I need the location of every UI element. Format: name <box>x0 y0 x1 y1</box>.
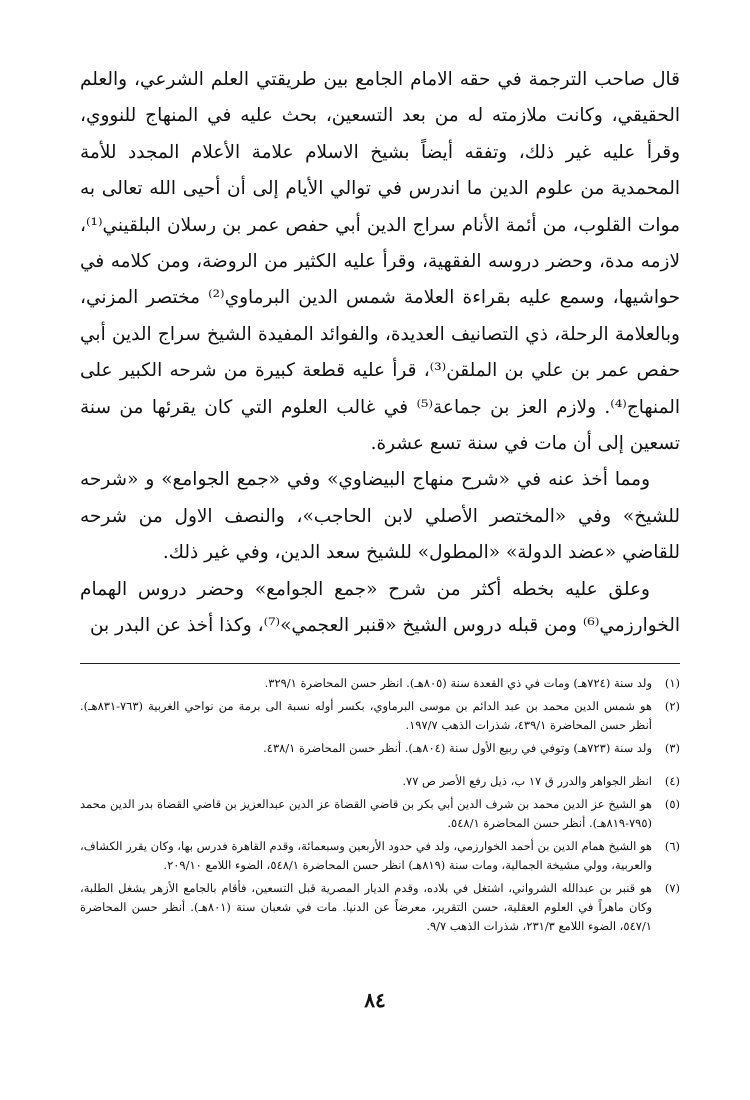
footnote-3 <box>80 739 680 758</box>
footnote-4 <box>80 772 680 791</box>
footnote-number: (٥) <box>664 797 680 811</box>
footnote-text: انظر الجواهر والدرر ق ١٧ ب، ذيل رفع الأصر ص ٧٧. <box>402 774 652 788</box>
footnote-text: ولد سنة (٧٢٤هـ) ومات في ذي القعدة سنة (٨٠٥هـ). انظر حسن المحاضرة ٣٢٩/١. <box>264 676 652 690</box>
page-number: ٨٤ <box>364 988 386 1012</box>
footnote-number: (٧) <box>664 881 680 895</box>
main-text <box>80 62 680 645</box>
footnote-6 <box>80 837 680 875</box>
footnote-text: هو قنبر بن عبدالله الشرواني، اشتغل في بلاده، وقدم الديار المصرية قبل التسعين، فأقام بالجامع الأزهر يشغل الطلبة، وكان ماهراً في العلوم العقلية، حسن التقرير، معرضاً عن الدنيا. مات في شعبان سنة (٨٠١هـ). أنظر حسن المحاضرة ٥٤٧/١، الضوء اللامع ٢٣١/٣، شذرات الذهب ٩/٧. <box>80 881 653 933</box>
footnote-text: هو شمس الدين محمد بن عبد الدائم بن موسى البرماوي، بكسر أوله نسبة الى برمة من نواحي الغربية (٧٦٣-٨٣١هـ). أنظر حسن المحاضرة ٤٣٩/١، شذرات الذهب ١٩٧/٧. <box>80 699 652 732</box>
paragraph-3: وعلق عليه بخطه أكثر من شرح «جمع الجوامع» وحضر دروس الهمام الخوارزمي⁽⁶⁾ ومن قبله دروس الشيخ «قنبر العجمي»⁽⁷⁾، وكذا أخذ عن البدر بن <box>80 578 680 637</box>
footnote-5 <box>80 795 680 833</box>
footnotes <box>80 674 680 940</box>
footnote-number: (٦) <box>664 839 680 853</box>
footnote-text: هو الشيخ عز الدين محمد بن شرف الدين أبي بكر بن قاضي القضاة عز الدين عبدالعزيز بن قاضي القضاة بدر الدين محمد (٧٩٥-٨١٩هـ). أنظر حسن المحاضرة ٥٤٨/١. <box>80 797 652 830</box>
footnote-1 <box>80 674 680 693</box>
footnote-group-gap <box>80 762 680 772</box>
footnote-7 <box>80 879 680 936</box>
footnote-number: (٣) <box>664 741 680 755</box>
footnote-number: (٤) <box>664 774 680 788</box>
footnote-text: ولد سنة (٧٢٣هـ) وتوفي في ربيع الأول سنة (٨٠٤هـ). أنظر حسن المحاضرة ٤٣٨/١. <box>263 741 652 755</box>
footnote-divider <box>80 663 680 664</box>
footnote-text: هو الشيخ همام الدين بن أحمد الخوارزمي، ولد في حدود الأربعين وسبعمائة، وقدم القاهرة فدرس بها، وكان يقرر الكشاف، والعربية، وولي مشيخة الجمالية، ومات سنة (٨١٩هـ) انظر حسن المحاضرة ٥٤٨/١، الضوء اللامع ٢٠٩/١٠. <box>79 839 652 872</box>
footnote-number: (٢) <box>664 699 680 713</box>
footnote-2 <box>80 697 680 735</box>
paragraph-1: قال صاحب الترجمة في حقه الامام الجامع بين طريقتي العلم الشرعي، والعلم الحقيقي، وكانت ملازمته له من بعد التسعين، بحث عليه في المنهاج للنووي، وقرأ عليه غير ذلك، وتفقه أيضاً بشيخ الاسلام علامة الأعلام المجدد للأمة المحمدية من علوم الدين ما اندرس في توالي الأيام إلى أن أحيى الله تعالى به موات القلوب، من أئمة الأنام سراج الدين أبي حفص عمر بن رسلان البلقيني⁽¹⁾، لازمه مدة، وحضر دروسه الفقهية، وقرأ عليه الكثير من الروضة، ومن كلامه في حواشيها، وسمع عليه بقراءة العلامة شمس الدين البرماوي⁽²⁾ مختصر المزني، وبالعلامة الرحلة، ذي التصانيف العديدة، والفوائد المفيدة الشيخ سراج الدين أبي حفص عمر بن علي بن الملقن⁽³⁾، قرأ عليه قطعة كبيرة من شرحه الكبير على المنهاج⁽⁴⁾. ولازم العز بن جماعة⁽⁵⁾ في غالب العلوم التي كان يقرئها من سنة تسعين إلى أن مات في سنة تسع عشرة. <box>80 69 681 455</box>
footnote-number: (١) <box>664 676 680 690</box>
paragraph-2: ومما أخذ عنه في «شرح منهاج البيضاوي» وفي «جمع الجوامع» و «شرحه للشيخ» وفي «المختصر الأصلي لابن الحاجب»، والنصف الاول من شرحه للقاضي «عضد الدولة» «المطول» للشيخ سعد الدين، وفي غير ذلك. <box>80 469 680 564</box>
